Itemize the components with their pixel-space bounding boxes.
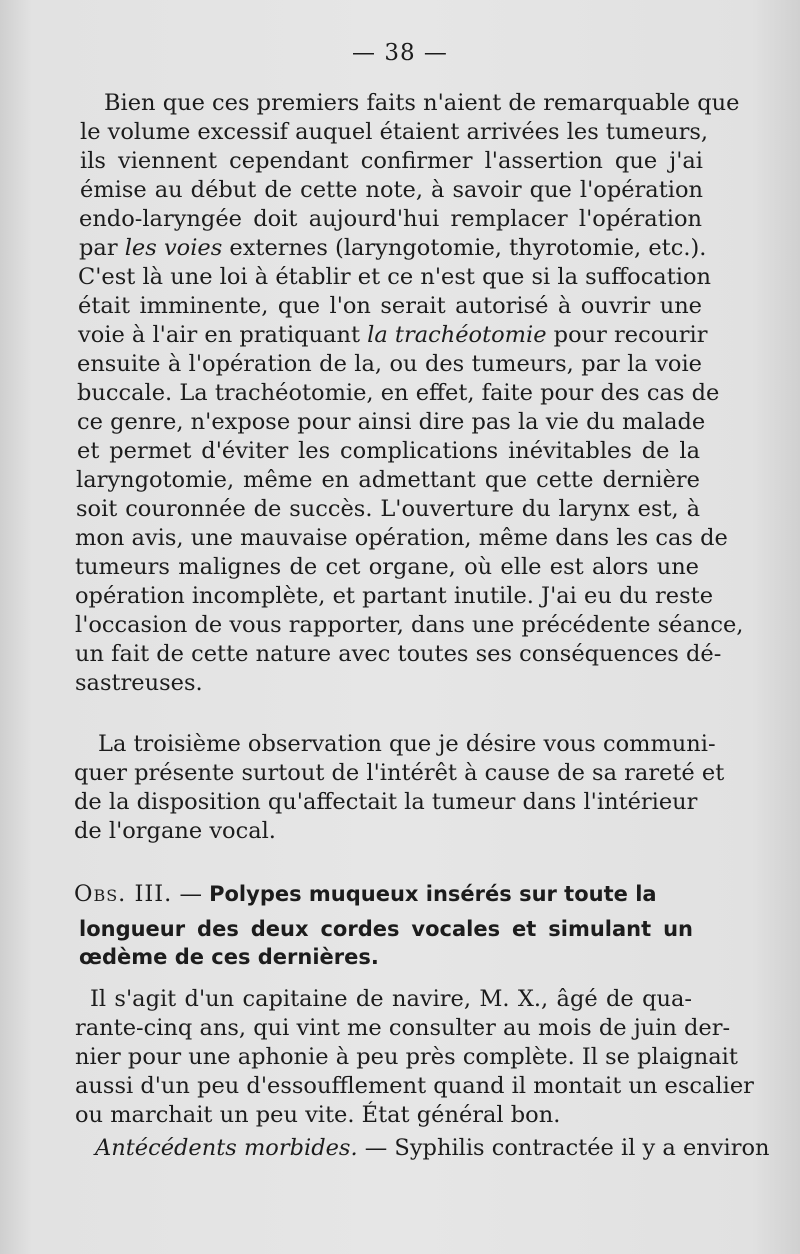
text-line: buccale. La trachéotomie, en effet, faite pour des cas de — [77, 380, 720, 406]
text-line: ou marchait un peu vite. État général bon. — [75, 1102, 561, 1128]
text-line: Bien que ces premiers faits n'aient de remarquable que — [104, 90, 740, 116]
text-line: ils viennent cependant confirmer l'assertion que j'ai — [80, 148, 703, 174]
text-line: émise au début de cette note, à savoir que l'opération — [80, 177, 703, 203]
text-line-mixed: voie à l'air en pratiquant la trachéotomie pour recourir — [78, 322, 708, 348]
text-line-mixed: Antécédents morbides. — Syphilis contractée il y a environ — [95, 1135, 770, 1161]
text-line: ce genre, n'expose pour ainsi dire pas la vie du malade — [77, 409, 706, 435]
text-line: de la disposition qu'affectait la tumeur dans l'intérieur — [74, 789, 698, 815]
page-number: — 38 — — [352, 40, 448, 66]
observation-title: Polypes muqueux insérés sur toute la — [209, 882, 657, 906]
text-line: sastreuses. — [75, 670, 203, 696]
text-line: mon avis, une mauvaise opération, même dans les cas de — [75, 525, 728, 551]
observation-title: œdème de ces dernières. — [79, 945, 379, 969]
text-line: tumeurs malignes de cet organe, où elle est alors une — [75, 554, 699, 580]
text-line: l'occasion de vous rapporter, dans une précédente séance, — [75, 612, 744, 638]
text-line: le volume excessif auquel étaient arrivées les tumeurs, — [80, 119, 709, 145]
text-line: un fait de cette nature avec toutes ses conséquences dé- — [75, 641, 722, 667]
text-line: était imminente, que l'on serait autorisé à ouvrir une — [78, 293, 702, 319]
text-line: nier pour une aphonie à peu près complète. Il se plaignait — [75, 1044, 738, 1070]
text-line: quer présente surtout de l'intérêt à cause de sa rareté et — [74, 760, 725, 786]
observation-title: longueur des deux cordes vocales et simulant un — [79, 917, 693, 941]
text-line: endo-laryngée doit aujourd'hui remplacer l'opération — [79, 206, 702, 232]
text-line: soit couronnée de succès. L'ouverture du larynx est, à — [76, 496, 700, 522]
text-line: La troisième observation que je désire vous communi- — [98, 731, 716, 757]
text-line: laryngotomie, même en admettant que cette dernière — [76, 467, 700, 493]
text-line: aussi d'un peu d'essoufflement quand il montait un escalier — [75, 1073, 754, 1099]
text-line: et permet d'éviter les complications inévitables de la — [77, 438, 700, 464]
text-line: ensuite à l'opération de la, ou des tumeurs, par la voie — [77, 351, 702, 377]
text-line: opération incomplète, et partant inutile. J'ai eu du reste — [75, 583, 714, 609]
text-line: Il s'agit d'un capitaine de navire, M. X., âgé de qua- — [90, 986, 692, 1012]
text-line-mixed: par les voies externes (laryngotomie, thyrotomie, etc.). — [79, 235, 707, 261]
text-line: C'est là une loi à établir et ce n'est que si la suffocation — [78, 264, 711, 290]
text-line: rante-cinq ans, qui vint me consulter au mois de juin der- — [75, 1015, 731, 1041]
observation-heading: Obs. III. — Polypes muqueux insérés sur toute la — [74, 881, 657, 907]
text-line: de l'organe vocal. — [74, 818, 276, 844]
observation-number: Obs. III. — [74, 881, 173, 907]
